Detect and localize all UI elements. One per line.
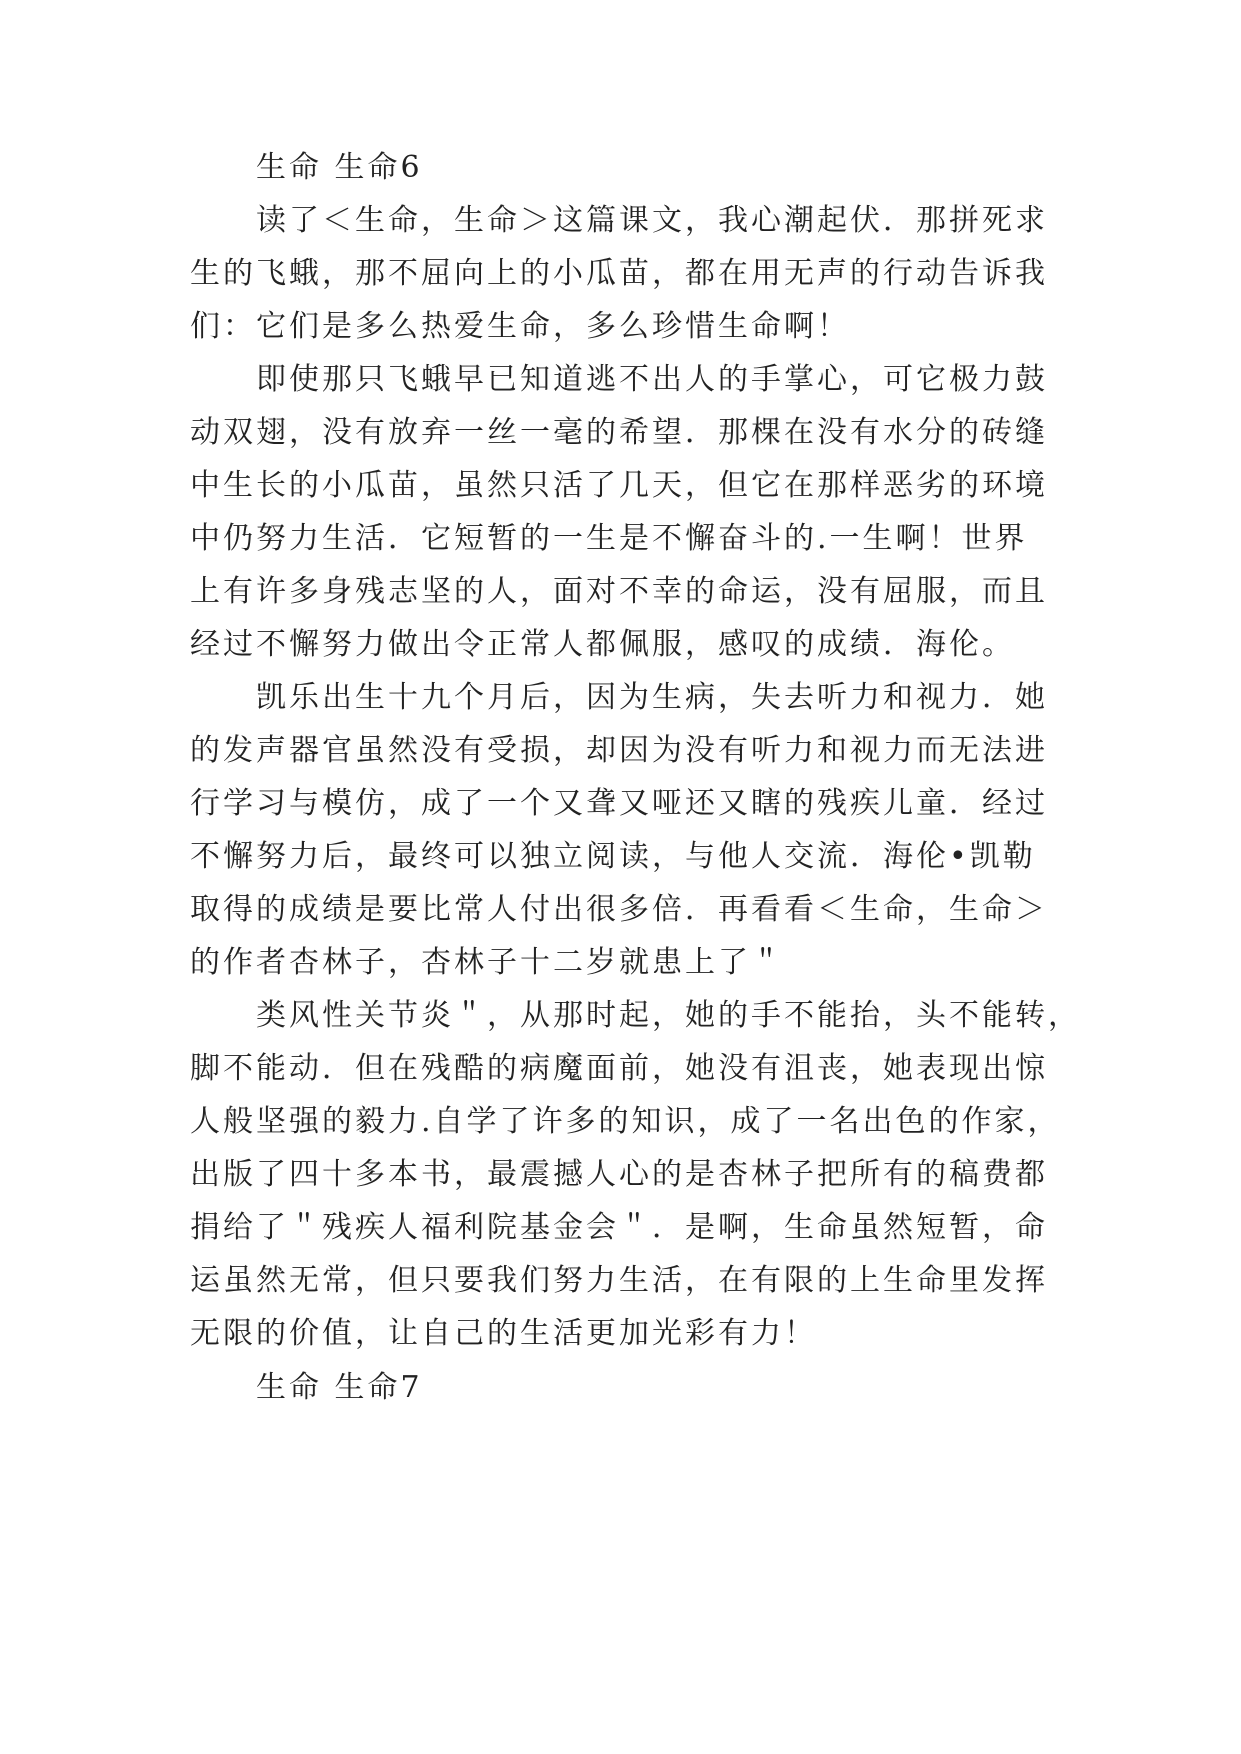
paragraph-3-line-4: 不懈努力后，最终可以独立阅读，与他人交流．海伦•凯勒 — [190, 839, 1036, 874]
paragraph-2-line-1: 即使那只飞蛾早已知道逃不出人的手掌心，可它极力鼓 — [256, 362, 1048, 397]
paragraph-4-line-3: 人般坚强的毅力.自学了许多的知识，成了一名出色的作家， — [190, 1104, 1061, 1139]
paragraph-4-line-2: 脚不能动．但在残酷的病魔面前，她没有沮丧，她表现出惊 — [190, 1051, 1048, 1086]
paragraph-2-line-6: 经过不懈努力做出令正常人都佩服，感叹的成绩．海伦。 — [190, 627, 1015, 662]
paragraph-1-line-3: 们：它们是多么热爱生命，多么珍惜生命啊！ — [190, 309, 850, 344]
paragraph-3-line-2: 的发声器官虽然没有受损，却因为没有听力和视力而无法进 — [190, 733, 1048, 768]
paragraph-2-line-4: 中仍努力生活．它短暂的一生是不懈奋斗的.一生啊！世界 — [190, 521, 1028, 556]
paragraph-1-line-2: 生的飞蛾，那不屈向上的小瓜苗，都在用无声的行动告诉我 — [190, 256, 1048, 291]
paragraph-3-line-5: 取得的成绩是要比常人付出很多倍．再看看＜生命，生命＞ — [190, 892, 1048, 927]
paragraph-4-line-5: 捐给了＂残疾人福利院基金会＂．是啊，生命虽然短暂，命 — [190, 1210, 1048, 1245]
paragraph-4-line-4: 出版了四十多本书，最震撼人心的是杏林子把所有的稿费都 — [190, 1157, 1048, 1192]
paragraph-1-line-1: 读了＜生命，生命＞这篇课文，我心潮起伏．那拼死求 — [256, 203, 1048, 238]
paragraph-3-line-1: 凯乐出生十九个月后，因为生病，失去听力和视力．她 — [256, 680, 1048, 715]
paragraph-4-line-7: 无限的价值，让自己的生活更加光彩有力！ — [190, 1316, 817, 1351]
paragraph-3-line-6: 的作者杏林子，杏林子十二岁就患上了＂ — [190, 945, 784, 980]
paragraph-2-line-3: 中生长的小瓜苗，虽然只活了几天，但它在那样恶劣的环境 — [190, 468, 1048, 503]
paragraph-4-line-6: 运虽然无常，但只要我们努力生活，在有限的上生命里发挥 — [190, 1263, 1048, 1298]
section-heading-6: 生命 生命6 — [256, 150, 423, 185]
paragraph-2-line-2: 动双翅，没有放弃一丝一毫的希望．那棵在没有水分的砖缝 — [190, 415, 1048, 450]
section-heading-7: 生命 生命7 — [256, 1370, 423, 1405]
paragraph-4-line-1: 类风性关节炎＂，从那时起，她的手不能抬，头不能转， — [256, 998, 1081, 1033]
paragraph-3-line-3: 行学习与模仿，成了一个又聋又哑还又瞎的残疾儿童．经过 — [190, 786, 1048, 821]
paragraph-2-line-5: 上有许多身残志坚的人，面对不幸的命运，没有屈服，而且 — [190, 574, 1048, 609]
